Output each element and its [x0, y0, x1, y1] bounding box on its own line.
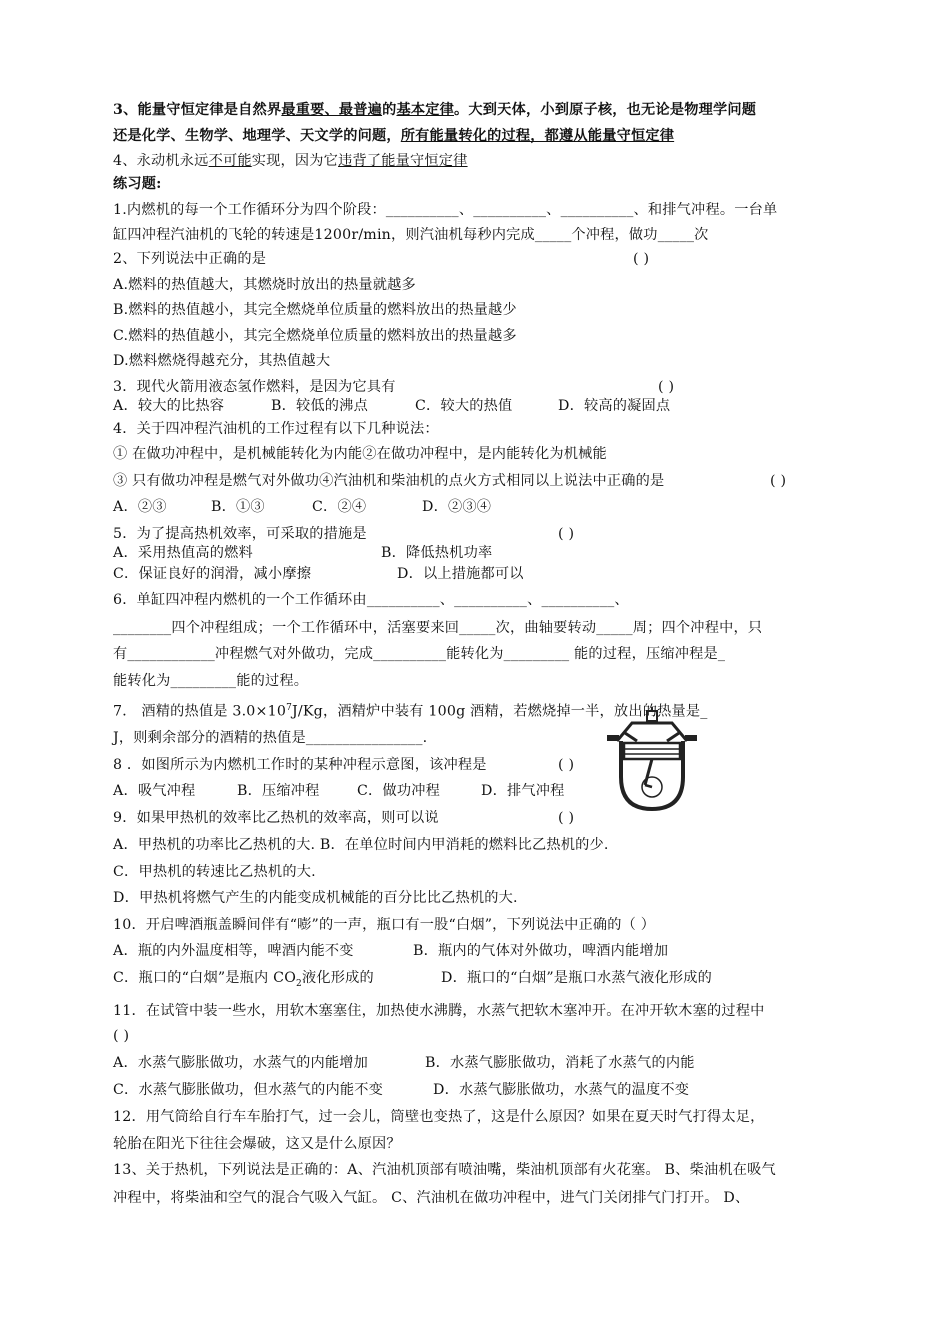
intake-port: [607, 735, 619, 741]
q2-option-c: C.燃料的热值越小，其完全燃烧单位质量的燃料放出的热量越多: [113, 327, 517, 344]
law-text: 3、能量守恒定律是自然界: [113, 102, 282, 118]
law-text: 。大到天体，小到原子核，也无论是物理学问题: [454, 102, 757, 118]
q10-options-ab: [113, 939, 843, 964]
law-line-1: [113, 98, 843, 123]
q8-option-d: D．排气冲程: [481, 783, 565, 800]
q1-line-2: 缸四冲程汽油机的飞轮的转速是1200r/min，则汽油机每秒内完成_____个冲程，做功_____次: [113, 226, 709, 243]
q5-option-a: A．采用热值高的燃料: [113, 545, 253, 561]
q8-stem: [113, 753, 843, 778]
q2-stem-text: 2、下列说法中正确的是: [113, 251, 267, 267]
q3-option-a: A．较大的比热容: [113, 398, 225, 414]
q2-option-d: D.燃料燃烧得越充分，其热值越大: [113, 353, 331, 369]
q3-stem-text: 3．现代火箭用液态氢作燃料，是因为它具有: [113, 378, 396, 395]
q11-paren: ( ): [113, 1027, 130, 1044]
exercise-title: 练习题:: [113, 175, 162, 192]
q13-line-1: 13、关于热机，下列说法是正确的：A、汽油机顶部有喷油嘴，柴油机顶部有火花塞。 B、柴油机在吸气: [113, 1162, 776, 1179]
law-text: 的: [382, 102, 397, 118]
law4-underlined: 不可能: [208, 153, 252, 169]
q5-options-cd: [113, 562, 843, 587]
q4-option-b: B．①③: [211, 499, 265, 515]
q4-line-2: [113, 469, 843, 494]
q4-option-d: D．②③④: [422, 499, 492, 515]
answer-paren: ( ): [770, 472, 787, 489]
q11-options-cd: [113, 1078, 843, 1103]
q7-text: 7． 酒精的热值是 3.0×10: [113, 703, 287, 720]
q6-line-1: 6．单缸四冲程内燃机的一个工作循环由__________、__________、__________、: [113, 592, 629, 608]
q8-option-c: C．做功冲程: [357, 783, 440, 800]
q8-option-a: A．吸气冲程: [113, 783, 196, 800]
q2-option-a: A.燃料的热值越大，其燃烧时放出的热量就越多: [113, 276, 416, 293]
crankcase: [621, 777, 683, 809]
q7-text: J/Kg，酒精炉中装有 100g 酒精，若燃烧掉一半，放出的热量是_: [292, 703, 708, 720]
connecting-rod: [645, 759, 652, 785]
q11-stem: 11．在试管中装一些水，用软木塞塞住，加热使水沸腾，水蒸气把软木塞冲开。在冲开软木塞的过程中: [113, 1003, 765, 1020]
q6-line-3: 有____________冲程燃气对外做功，完成__________能转化为_________ 能的过程，压缩冲程是_: [113, 646, 726, 662]
q10-stem: 10．开启啤酒瓶盖瞬间伴有“嘭”的一声，瓶口有一股“白烟”，下列说法中正确的（ ）: [113, 916, 656, 933]
q10-option-d: D．瓶口的“白烟”是瓶口水蒸气液化形成的: [441, 969, 713, 986]
q11-option-a: A．水蒸气膨胀做功，水蒸气的内能增加: [113, 1055, 369, 1072]
answer-paren: ( ): [558, 525, 575, 542]
q5-stem-text: 5．为了提高热机效率，可采取的措施是: [113, 525, 367, 542]
exhaust-valve: [667, 733, 679, 741]
q11-option-b: B．水蒸气膨胀做功，消耗了水蒸气的内能: [425, 1055, 695, 1072]
law4-line: [113, 149, 843, 174]
law-underlined: 最重要、最普遍: [281, 102, 383, 118]
q4-option-c: C．②④: [312, 499, 367, 515]
q5-option-b: B．降低热机功率: [381, 545, 493, 561]
exhaust-port: [685, 735, 697, 741]
answer-paren: ( ): [633, 251, 650, 267]
q4-stem: 4．关于四冲程汽油机的工作过程有以下几种说法：: [113, 420, 439, 437]
engine-stroke-figure: [597, 707, 707, 812]
q3-option-b: B．较低的沸点: [271, 398, 368, 414]
q6-line-2: ________四个冲程组成；一个工作循环中，活塞要来回_____次，曲轴要转动_____周；四个冲程中，只: [113, 619, 763, 636]
law4-text: 4、永动机永远: [113, 153, 209, 169]
q12-line-2: 轮胎在阳光下往往会爆破，这又是什么原因？: [113, 1135, 401, 1152]
q12-line-1: 12．用气筒给自行车车胎打气，过一会儿，筒壁也变热了，这是什么原因？如果在夏天时气打得太足，: [113, 1109, 765, 1126]
q4-option-a: A．②③: [113, 499, 167, 515]
q10-option-a: A．瓶的内外温度相等，啤酒内能不变: [113, 943, 354, 960]
spark-plug-icon: [647, 707, 657, 721]
q5-option-c: C．保证良好的润滑，减小摩擦: [113, 565, 312, 582]
q9-options-ab: A．甲热机的功率比乙热机的大. B．在单位时间内甲消耗的燃料比乙热机的少.: [113, 837, 609, 854]
q7-line-2: J，则剩余部分的酒精的热值是________________.: [113, 730, 428, 747]
q4-options: [113, 495, 843, 520]
q9-option-d: D．甲热机将燃气产生的内能变成机械能的百分比比乙热机的大.: [113, 890, 518, 907]
q3-option-c: C．较大的热值: [415, 398, 513, 414]
q9-stem-text: 9．如果甲热机的效率比乙热机的效率高，则可以说: [113, 809, 439, 826]
law4-text: 实现，因为它: [251, 153, 339, 169]
q4-line-1: ① 在做功冲程中，是机械能转化为内能②在做功冲程中，是内能转化为机械能: [113, 446, 607, 462]
law-underlined: 基本定律: [396, 102, 455, 118]
q9-stem: [113, 806, 843, 831]
worksheet-page: [113, 98, 843, 1206]
law-line-2: [113, 124, 843, 149]
q9-option-c: C．甲热机的转速比乙热机的大.: [113, 863, 316, 880]
q8-options: [113, 779, 843, 804]
q10-option-c: C．瓶口的“白烟”是瓶内 $CO_2$液化形成的: [113, 969, 374, 989]
q1-line-1: 1.内燃机的每一个工作循环分为四个阶段：__________、__________、__________、和排气冲程。一台单: [113, 202, 778, 218]
q7-line-1: [113, 696, 843, 724]
q2-option-b: B.燃料的热值越小，其完全燃烧单位质量的燃料放出的热量越少: [113, 302, 517, 318]
law-text: 还是化学、生物学、地理学、天文学的问题，: [113, 127, 401, 144]
q5-option-d: D．以上措施都可以: [397, 565, 524, 582]
q4-line-2-text: ③ 只有做功冲程是燃气对外做功④汽油机和柴油机的点火方式相同以上说法中正确的是: [113, 472, 665, 489]
q11-option-c: C．水蒸气膨胀做功，但水蒸气的内能不变: [113, 1081, 384, 1098]
q10-option-b: B．瓶内的气体对外做功，啤酒内能增加: [413, 943, 669, 960]
q2-stem: [113, 247, 843, 272]
q8-option-b: B．压缩冲程: [237, 783, 320, 800]
q13-line-2: 冲程中，将柴油和空气的混合气吸入气缸。 C、汽油机在做功冲程中，进气门关闭排气门打开。 D、: [113, 1189, 750, 1206]
q3-options: [113, 394, 843, 419]
answer-paren: ( ): [658, 378, 675, 395]
answer-paren: ( ): [558, 809, 575, 826]
q11-option-d: D．水蒸气膨胀做功，水蒸气的温度不变: [433, 1081, 690, 1098]
q6-line-4: 能转化为_________能的过程。: [113, 672, 309, 689]
law-underlined: 所有能量转化的过程，都遵从能量守恒定律: [400, 127, 675, 144]
law4-underlined: 违背了能量守恒定律: [338, 153, 468, 169]
intake-valve: [625, 733, 637, 741]
q11-options-ab: [113, 1051, 843, 1076]
q10-options-cd: [113, 966, 843, 996]
crank-arm: [645, 785, 652, 787]
q3-option-d: D．较高的凝固点: [558, 398, 671, 414]
q8-stem-text: 8 ．如图所示为内燃机工作时的某种冲程示意图，该冲程是: [113, 756, 487, 773]
answer-paren: ( ): [558, 756, 575, 773]
cylinder-head: [607, 723, 697, 741]
piston: [624, 743, 680, 759]
q7-exponent: 7: [286, 703, 293, 713]
